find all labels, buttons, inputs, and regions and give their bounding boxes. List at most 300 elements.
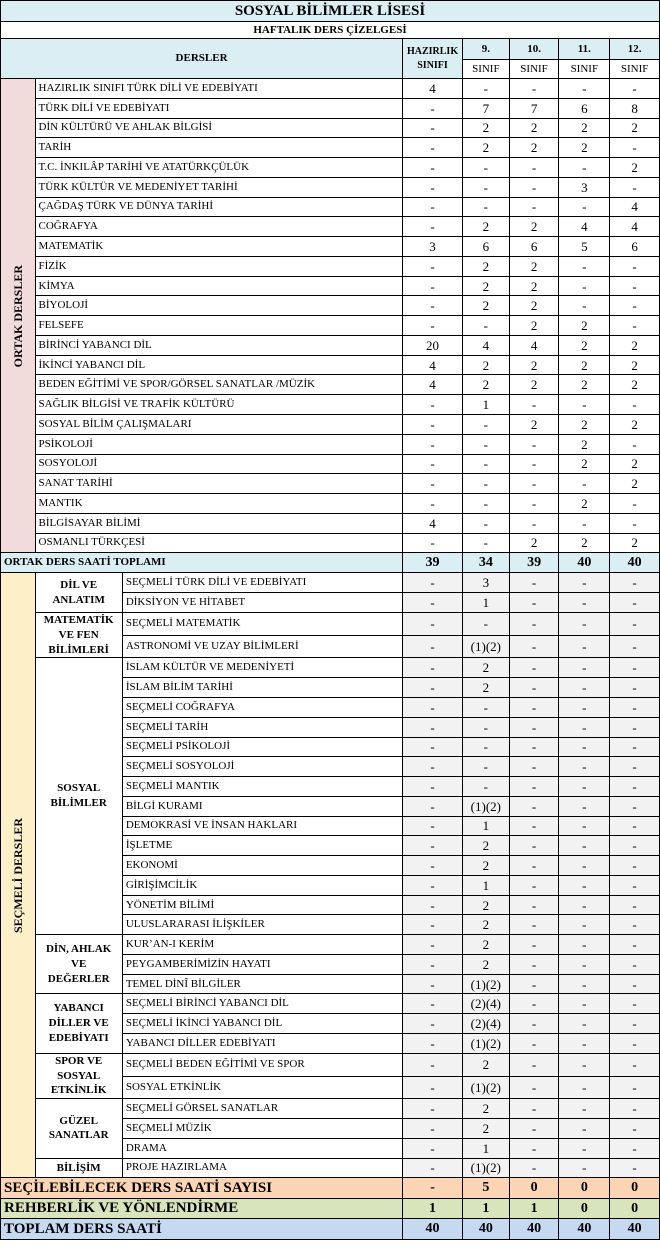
course-group-title-line: DİN, AHLAK — [45, 943, 112, 956]
course-name: BEDEN EĞİTİMİ VE SPOR/GÖRSEL SANATLAR /MÜZİK — [35, 375, 403, 395]
table-row — [1, 513, 660, 533]
grade-9-hours: 4 — [462, 335, 509, 355]
grade-10-hours: - — [509, 994, 559, 1014]
grade-12-sinif: SINIF — [610, 60, 660, 79]
table-row — [1, 454, 660, 474]
ortak-total-row — [1, 553, 660, 573]
grade-11-hours: 2 — [559, 533, 610, 553]
table-row — [1, 118, 660, 138]
grade-12-hours: - — [610, 875, 660, 895]
prep-hours: - — [403, 875, 463, 895]
grade-12-hours: - — [610, 79, 660, 99]
selectable-hours-row — [1, 1178, 660, 1199]
course-name: SAĞLIK BİLGİSİ VE TRAFİK KÜLTÜRÜ — [35, 395, 403, 415]
course-group-title-line: ANLATIM — [52, 593, 105, 606]
prep-summary-value: 1 — [403, 1198, 463, 1219]
grade-12-hours: - — [610, 1014, 660, 1034]
secmeli-category-label: SEÇMELİ DERSLER — [10, 817, 25, 933]
summary-label: TOPLAM DERS SAATİ — [1, 1219, 403, 1240]
course-name: PSİKOLOJİ — [35, 434, 403, 454]
grade-10-hours: 2 — [509, 296, 559, 316]
grade-9-hours: 2 — [462, 118, 509, 138]
prep-class-header-line1: HAZIRLIK — [406, 45, 459, 57]
grade-9-hours: 2 — [462, 935, 509, 955]
grade-9-hours: - — [462, 494, 509, 514]
course-group-title-line: SOSYAL — [57, 1069, 101, 1082]
table-row — [1, 316, 660, 336]
grade-10-hours: 2 — [509, 355, 559, 375]
grade-12-hours: 2 — [610, 118, 660, 138]
prep-hours: - — [403, 635, 463, 658]
grade-10-hours: 2 — [509, 276, 559, 296]
course-group-title — [35, 1099, 122, 1158]
grade-11-hours: - — [559, 296, 610, 316]
grade-12-hours: 2 — [610, 533, 660, 553]
grade-12-hours: - — [610, 974, 660, 994]
table-row — [1, 177, 660, 197]
grade-9-summary-value: 40 — [462, 1219, 509, 1240]
prep-hours: - — [403, 777, 463, 797]
grade-12-hours: - — [610, 612, 660, 635]
table-row — [1, 98, 660, 118]
page-subtitle: HAFTALIK DERS ÇİZELGESİ — [1, 22, 660, 39]
grade-9-hours: 3 — [462, 573, 509, 593]
table-row — [1, 355, 660, 375]
grade-11-summary-value: 0 — [559, 1178, 610, 1199]
course-name: ASTRONOMİ VE UZAY BİLİMLERİ — [122, 635, 402, 658]
prep-hours: - — [403, 678, 463, 698]
course-group-title-line: BİLİŞİM — [56, 1161, 101, 1174]
grade-11-hours: - — [559, 256, 610, 276]
grade-9-hours: 2 — [462, 658, 509, 678]
grade-11-hours: - — [559, 994, 610, 1014]
course-name: YABANCI DİLLER EDEBİYATI — [122, 1033, 402, 1053]
grade-9-hours: - — [462, 79, 509, 99]
course-group-title-line: VE FEN — [58, 628, 99, 641]
grade-11-hours: - — [559, 1138, 610, 1158]
grade-12-hours: - — [610, 717, 660, 737]
grade-10-hours: - — [509, 612, 559, 635]
prep-hours: - — [403, 697, 463, 717]
grade-12-hours: - — [610, 856, 660, 876]
grade-11-hours: 2 — [559, 454, 610, 474]
grade-11-hours: - — [559, 816, 610, 836]
grade-12-hours: 6 — [610, 237, 660, 257]
grade-10-hours: - — [509, 717, 559, 737]
grade-12-hours: 2 — [610, 375, 660, 395]
grade-9-hours: - — [462, 158, 509, 178]
grade-11-header: 11. — [559, 39, 610, 60]
course-group-title-line: YABANCI — [53, 1002, 104, 1015]
prep-hours: - — [403, 1158, 463, 1178]
courses-header: DERSLER — [1, 39, 403, 79]
table-row — [1, 474, 660, 494]
prep-hours: - — [403, 276, 463, 296]
grade-10-hours: - — [509, 434, 559, 454]
guidance-row — [1, 1198, 660, 1219]
course-group-title-line: GÜZEL — [59, 1114, 98, 1127]
grade-10-hours: - — [509, 1053, 559, 1076]
course-name: TÜRK DİLİ VE EDEBİYATI — [35, 98, 403, 118]
grade-10-hours: - — [509, 915, 559, 935]
grade-10-hours: - — [509, 875, 559, 895]
prep-hours: - — [403, 994, 463, 1014]
grade-12-hours: - — [610, 138, 660, 158]
prep-hours: - — [403, 197, 463, 217]
grade-9-hours: 1 — [462, 816, 509, 836]
grade-10-hours: - — [509, 935, 559, 955]
grade-10-hours: - — [509, 79, 559, 99]
prep-hours: - — [403, 415, 463, 435]
grade-9-summary-value: 5 — [462, 1178, 509, 1199]
grade-9-hours: 2 — [462, 856, 509, 876]
table-row — [1, 197, 660, 217]
table-row — [1, 1099, 660, 1119]
course-group-title-line: DEĞERLER — [47, 972, 110, 985]
grade-11-hours: - — [559, 1053, 610, 1076]
prep-hours: - — [403, 1033, 463, 1053]
grade-9-hours: 2 — [462, 1053, 509, 1076]
course-group-title — [35, 1158, 122, 1178]
prep-hours: 3 — [403, 237, 463, 257]
grade-9-hours: - — [462, 777, 509, 797]
grade-10-hours: - — [509, 1119, 559, 1139]
course-name: BİLGİSAYAR BİLİMİ — [35, 513, 403, 533]
course-name: SEÇMELİ GÖRSEL SANATLAR — [122, 1099, 402, 1119]
prep-hours: - — [403, 836, 463, 856]
course-name: T.C. İNKILÂP TARİHİ VE ATATÜRKÇÜLÜK — [35, 158, 403, 178]
grade-10-hours: - — [509, 658, 559, 678]
table-row — [1, 158, 660, 178]
grade-10-hours: - — [509, 737, 559, 757]
grade-12-hours: - — [610, 737, 660, 757]
grade-9-hours: - — [462, 612, 509, 635]
grade-11-hours: - — [559, 1014, 610, 1034]
course-name: SEÇMELİ BİRİNCİ YABANCI DİL — [122, 994, 402, 1014]
prep-class-header — [403, 39, 463, 79]
grade-12-summary-value: 0 — [610, 1198, 660, 1219]
grade-10-hours: - — [509, 856, 559, 876]
grade-12-hours: - — [610, 836, 660, 856]
grade-10-total: 39 — [509, 553, 559, 573]
prep-hours: - — [403, 296, 463, 316]
grade-9-hours: (2)(4) — [462, 994, 509, 1014]
grade-12-hours: - — [610, 1099, 660, 1119]
prep-hours: - — [403, 217, 463, 237]
grade-9-hours: (1)(2) — [462, 1033, 509, 1053]
grade-12-hours: - — [610, 316, 660, 336]
course-name: BİLGİ KURAMI — [122, 796, 402, 816]
prep-hours: - — [403, 316, 463, 336]
course-name: SEÇMELİ TÜRK DİLİ VE EDEBİYATI — [122, 573, 402, 593]
grade-9-hours: - — [462, 474, 509, 494]
grade-11-hours: - — [559, 573, 610, 593]
table-row — [1, 335, 660, 355]
grade-11-hours: 2 — [559, 375, 610, 395]
table-row — [1, 434, 660, 454]
grade-12-hours: - — [610, 954, 660, 974]
grade-12-hours: - — [610, 1158, 660, 1178]
course-group-title — [35, 658, 122, 935]
table-row — [1, 1053, 660, 1076]
course-name: İŞLETME — [122, 836, 402, 856]
prep-hours: - — [403, 954, 463, 974]
course-group-title-line: VE — [71, 957, 87, 970]
prep-hours: - — [403, 158, 463, 178]
course-name: TARİH — [35, 138, 403, 158]
grade-11-hours: - — [559, 276, 610, 296]
course-group-title-line: DİLLER VE — [48, 1017, 109, 1030]
grade-12-hours: - — [610, 434, 660, 454]
course-name: PROJE HAZIRLAMA — [122, 1158, 402, 1178]
prep-total: 39 — [403, 553, 463, 573]
grade-11-hours: - — [559, 593, 610, 613]
prep-hours: - — [403, 658, 463, 678]
course-name: TÜRK KÜLTÜR VE MEDENİYET TARİHİ — [35, 177, 403, 197]
grade-10-sinif: SINIF — [509, 60, 559, 79]
grade-9-hours: - — [462, 177, 509, 197]
course-group-title-line: SOSYAL — [57, 782, 101, 795]
table-row — [1, 217, 660, 237]
table-row — [1, 494, 660, 514]
grade-10-hours: - — [509, 1138, 559, 1158]
grade-11-total: 40 — [559, 553, 610, 573]
grade-9-hours: 2 — [462, 256, 509, 276]
grade-9-hours: (2)(4) — [462, 1014, 509, 1034]
grade-11-hours: 2 — [559, 434, 610, 454]
grade-12-hours: - — [610, 935, 660, 955]
prep-hours: - — [403, 757, 463, 777]
course-name: PEYGAMBERİMİZİN HAYATI — [122, 954, 402, 974]
grade-10-hours: - — [509, 454, 559, 474]
grade-11-hours: - — [559, 915, 610, 935]
prep-hours: - — [403, 593, 463, 613]
grade-12-hours: 8 — [610, 98, 660, 118]
course-name: SEÇMELİ MANTIK — [122, 777, 402, 797]
grade-11-hours: 6 — [559, 98, 610, 118]
course-name: DİN KÜLTÜRÜ VE AHLAK BİLGİSİ — [35, 118, 403, 138]
prep-hours: - — [403, 395, 463, 415]
grade-11-hours: - — [559, 1099, 610, 1119]
grade-11-hours: - — [559, 612, 610, 635]
grade-12-hours: - — [610, 1119, 660, 1139]
prep-hours: - — [403, 533, 463, 553]
grade-11-hours: - — [559, 678, 610, 698]
grade-9-hours: (1)(2) — [462, 1158, 509, 1178]
prep-hours: 4 — [403, 375, 463, 395]
prep-hours: 4 — [403, 355, 463, 375]
grade-11-summary-value: 40 — [559, 1219, 610, 1240]
grade-10-hours: - — [509, 777, 559, 797]
grade-11-hours: 2 — [559, 415, 610, 435]
grade-12-total: 40 — [610, 553, 660, 573]
prep-hours: - — [403, 434, 463, 454]
grade-9-hours: - — [462, 697, 509, 717]
prep-hours: - — [403, 1053, 463, 1076]
grade-10-hours: - — [509, 678, 559, 698]
grade-12-hours: - — [610, 678, 660, 698]
grade-12-hours: - — [610, 1053, 660, 1076]
grade-11-hours: 4 — [559, 217, 610, 237]
grade-9-hours: 2 — [462, 954, 509, 974]
prep-class-header-line2: SINIFI — [417, 59, 448, 71]
course-name: MATEMATİK — [35, 237, 403, 257]
course-name: COĞRAFYA — [35, 217, 403, 237]
table-row — [1, 79, 660, 99]
grade-9-hours: - — [462, 454, 509, 474]
prep-hours: - — [403, 494, 463, 514]
course-name: SEÇMELİ TARİH — [122, 717, 402, 737]
table-row — [1, 658, 660, 678]
table-row — [1, 935, 660, 955]
prep-hours: - — [403, 737, 463, 757]
prep-hours: - — [403, 118, 463, 138]
course-name: HAZIRLIK SINIFI TÜRK DİLİ VE EDEBİYATI — [35, 79, 403, 99]
grade-10-hours: 6 — [509, 237, 559, 257]
prep-hours: - — [403, 1119, 463, 1139]
grade-12-hours: 4 — [610, 197, 660, 217]
grade-9-hours: 2 — [462, 678, 509, 698]
table-row — [1, 256, 660, 276]
grade-9-hours: 2 — [462, 915, 509, 935]
course-name: DEMOKRASİ VE İNSAN HAKLARI — [122, 816, 402, 836]
grade-11-hours: 2 — [559, 335, 610, 355]
course-name: GİRİŞİMCİLİK — [122, 875, 402, 895]
course-group-title-line: ETKİNLİK — [50, 1084, 107, 1097]
grade-10-hours: 4 — [509, 335, 559, 355]
grade-9-hours: 1 — [462, 875, 509, 895]
grade-10-hours: - — [509, 197, 559, 217]
prep-hours: - — [403, 573, 463, 593]
grade-10-hours: - — [509, 513, 559, 533]
grade-9-hours: 2 — [462, 1119, 509, 1139]
grade-9-hours: 2 — [462, 375, 509, 395]
course-name: SEÇMELİ İKİNCİ YABANCI DİL — [122, 1014, 402, 1034]
grade-9-hours: - — [462, 197, 509, 217]
table-row — [1, 415, 660, 435]
grade-11-hours: - — [559, 474, 610, 494]
course-name: SEÇMELİ BEDEN EĞİTİMİ VE SPOR — [122, 1053, 402, 1076]
grade-10-hours: 2 — [509, 217, 559, 237]
course-name: SEÇMELİ MÜZİK — [122, 1119, 402, 1139]
grade-12-hours: - — [610, 796, 660, 816]
prep-hours: - — [403, 454, 463, 474]
table-row — [1, 994, 660, 1014]
course-name: SEÇMELİ PSİKOLOJİ — [122, 737, 402, 757]
prep-summary-value: - — [403, 1178, 463, 1199]
prep-hours: - — [403, 1099, 463, 1119]
grade-9-hours: - — [462, 316, 509, 336]
grade-9-hours: 1 — [462, 1138, 509, 1158]
course-group-title — [35, 994, 122, 1053]
grade-9-total: 34 — [462, 553, 509, 573]
course-name: SEÇMELİ COĞRAFYA — [122, 697, 402, 717]
grade-10-hours: - — [509, 1033, 559, 1053]
grade-11-hours: - — [559, 697, 610, 717]
grade-10-hours: - — [509, 697, 559, 717]
prep-hours: - — [403, 895, 463, 915]
grade-9-hours: 2 — [462, 1099, 509, 1119]
course-group-title-line: BİLİMLERİ — [48, 643, 109, 656]
ortak-category-cell — [1, 79, 36, 553]
grade-12-hours: - — [610, 513, 660, 533]
grade-10-hours: 2 — [509, 316, 559, 336]
course-group-title — [35, 612, 122, 658]
course-group-title — [35, 573, 122, 613]
grade-10-hours: - — [509, 816, 559, 836]
grade-10-hours: 2 — [509, 533, 559, 553]
course-name: DRAMA — [122, 1138, 402, 1158]
prep-hours: - — [403, 138, 463, 158]
grade-10-summary-value: 40 — [509, 1219, 559, 1240]
prep-hours: - — [403, 935, 463, 955]
summary-label: SEÇİLEBİLECEK DERS SAATİ SAYISI — [1, 1178, 403, 1199]
prep-hours: - — [403, 612, 463, 635]
grade-10-hours: 2 — [509, 256, 559, 276]
prep-hours: - — [403, 256, 463, 276]
grade-10-hours: - — [509, 974, 559, 994]
table-row — [1, 276, 660, 296]
grade-12-hours: - — [610, 994, 660, 1014]
course-name: FELSEFE — [35, 316, 403, 336]
grade-11-hours: - — [559, 856, 610, 876]
grade-11-hours: - — [559, 895, 610, 915]
grade-11-hours: - — [559, 1158, 610, 1178]
prep-hours: 4 — [403, 79, 463, 99]
prep-hours: - — [403, 796, 463, 816]
grade-9-hours: 1 — [462, 395, 509, 415]
prep-hours: - — [403, 98, 463, 118]
grade-11-hours: - — [559, 197, 610, 217]
grade-9-hours: - — [462, 737, 509, 757]
grade-9-hours: - — [462, 415, 509, 435]
grade-11-hours: - — [559, 875, 610, 895]
grade-12-hours: 2 — [610, 454, 660, 474]
grade-10-hours: - — [509, 395, 559, 415]
grade-12-hours: - — [610, 816, 660, 836]
grade-11-hours: - — [559, 79, 610, 99]
grade-10-hours: 2 — [509, 415, 559, 435]
grade-11-hours: 3 — [559, 177, 610, 197]
prep-hours: - — [403, 1014, 463, 1034]
course-name: TEMEL DİNÎ BİLGİLER — [122, 974, 402, 994]
grade-10-hours: - — [509, 895, 559, 915]
course-group-title — [35, 935, 122, 994]
prep-hours: - — [403, 974, 463, 994]
grade-11-hours: 2 — [559, 138, 610, 158]
grade-10-header: 10. — [509, 39, 559, 60]
course-name: YÖNETİM BİLİMİ — [122, 895, 402, 915]
grade-12-hours: - — [610, 697, 660, 717]
grade-9-hours: 1 — [462, 593, 509, 613]
grade-9-hours: 2 — [462, 296, 509, 316]
course-group-title-line: SPOR VE — [55, 1054, 103, 1067]
prep-hours: - — [403, 177, 463, 197]
grade-9-hours: - — [462, 513, 509, 533]
grade-9-hours: - — [462, 434, 509, 454]
grade-9-hours: 7 — [462, 98, 509, 118]
grade-9-header: 9. — [462, 39, 509, 60]
grade-12-hours: - — [610, 395, 660, 415]
grade-11-hours: - — [559, 717, 610, 737]
grade-12-hours: - — [610, 1138, 660, 1158]
grade-9-summary-value: 1 — [462, 1198, 509, 1219]
course-name: KUR’AN-I KERİM — [122, 935, 402, 955]
ortak-category-label: ORTAK DERSLER — [10, 264, 25, 367]
grade-12-summary-value: 0 — [610, 1178, 660, 1199]
grade-9-sinif: SINIF — [462, 60, 509, 79]
grade-10-hours: 7 — [509, 98, 559, 118]
